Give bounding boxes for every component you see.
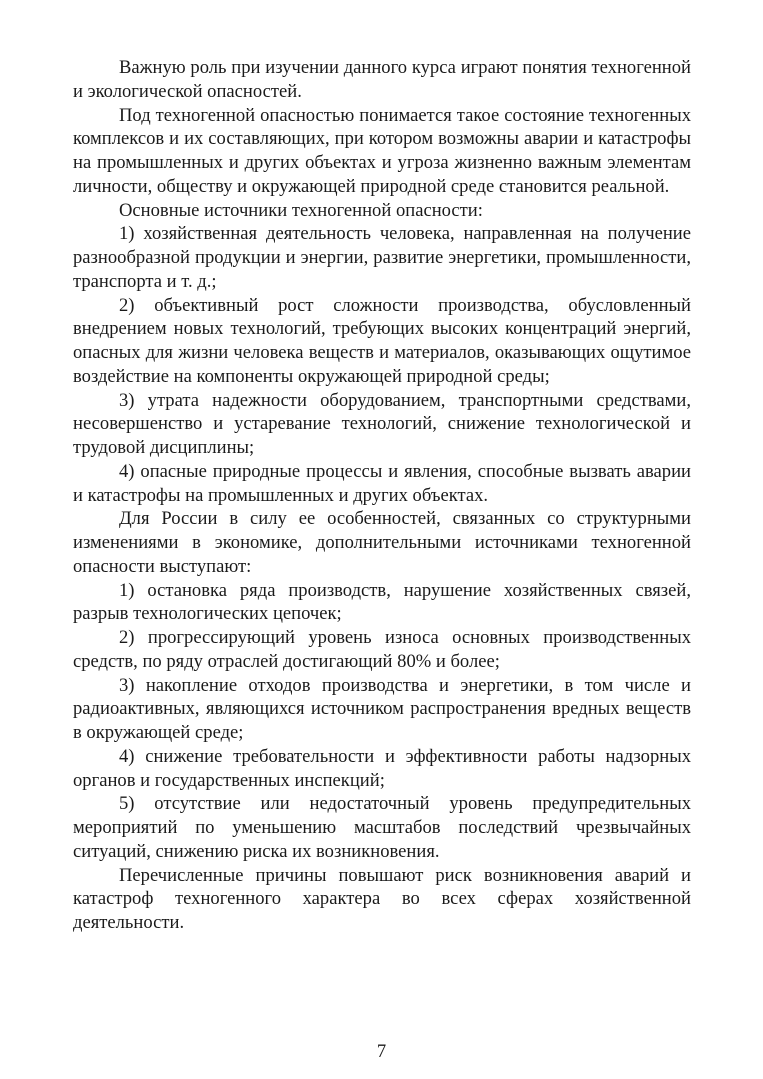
list-item-source-2: 2) объективный рост сложности производства, обусловленный внедрением новых технологий, требующих высоких концентраций энергий, опасных для жизни человека веществ и материалов, оказывающих ощутимое воздействие на компоненты окружающей природной среды; [73, 294, 691, 387]
page-body [73, 56, 691, 935]
list-item-russia-4: 4) снижение требовательности и эффективности работы надзорных органов и государственных инспекций; [73, 745, 691, 791]
paragraph-intro: Важную роль при изучении данного курса играют понятия техногенной и экологической опасностей. [73, 57, 691, 102]
list-item-russia-3: 3) накопление отходов производства и энергетики, в том числе и радиоактивных, являющихся источником распространения вредных веществ в окружающей среде; [73, 674, 691, 743]
paragraph-definition: Под техногенной опасностью понимается такое состояние техногенных комплексов и их составляющих, при котором возможны аварии и катастрофы на промышленных и других объектах и угроза жизненно важным элементам личности, обществу и окружающей природной среде становится реальной. [73, 104, 691, 197]
list-item-russia-5: 5) отсутствие или недостаточный уровень предупредительных мероприятий по уменьшению масштабов последствий чрезвычайных ситуаций, снижению риска их возникновения. [73, 793, 691, 862]
list-item-russia-1: 1) остановка ряда производств, нарушение хозяйственных связей, разрыв технологических цепочек; [73, 579, 691, 625]
list-item-source-1: 1) хозяйственная деятельность человека, направленная на получение разнообразной продукции и энергии, развитие энергетики, промышленности, транспорта и т. д.; [73, 223, 691, 292]
list-item-source-4: 4) опасные природные процессы и явления, способные вызвать аварии и катастрофы на промышленных и других объектах. [73, 460, 691, 506]
list-item-russia-2: 2) прогрессирующий уровень износа основных производственных средств, по ряду отраслей достигающий 80% и более; [73, 627, 691, 672]
paragraph-conclusion: Перечисленные причины повышают риск возникновения аварий и катастроф техногенного характера во всех сферах хозяйственной деятельности. [73, 864, 691, 933]
list-item-source-3: 3) утрата надежности оборудованием, транспортными средствами, несовершенство и устаревание технологий, снижение технологической и трудовой дисциплины; [73, 389, 691, 458]
paragraph-russia-sources: Для России в силу ее особенностей, связанных со структурными изменениями в экономике, дополнительными источниками техногенной опасности выступают: [73, 508, 691, 577]
page-number: 7 [376, 1041, 387, 1062]
paragraph-sources-heading: Основные источники техногенной опасности: [119, 199, 483, 221]
